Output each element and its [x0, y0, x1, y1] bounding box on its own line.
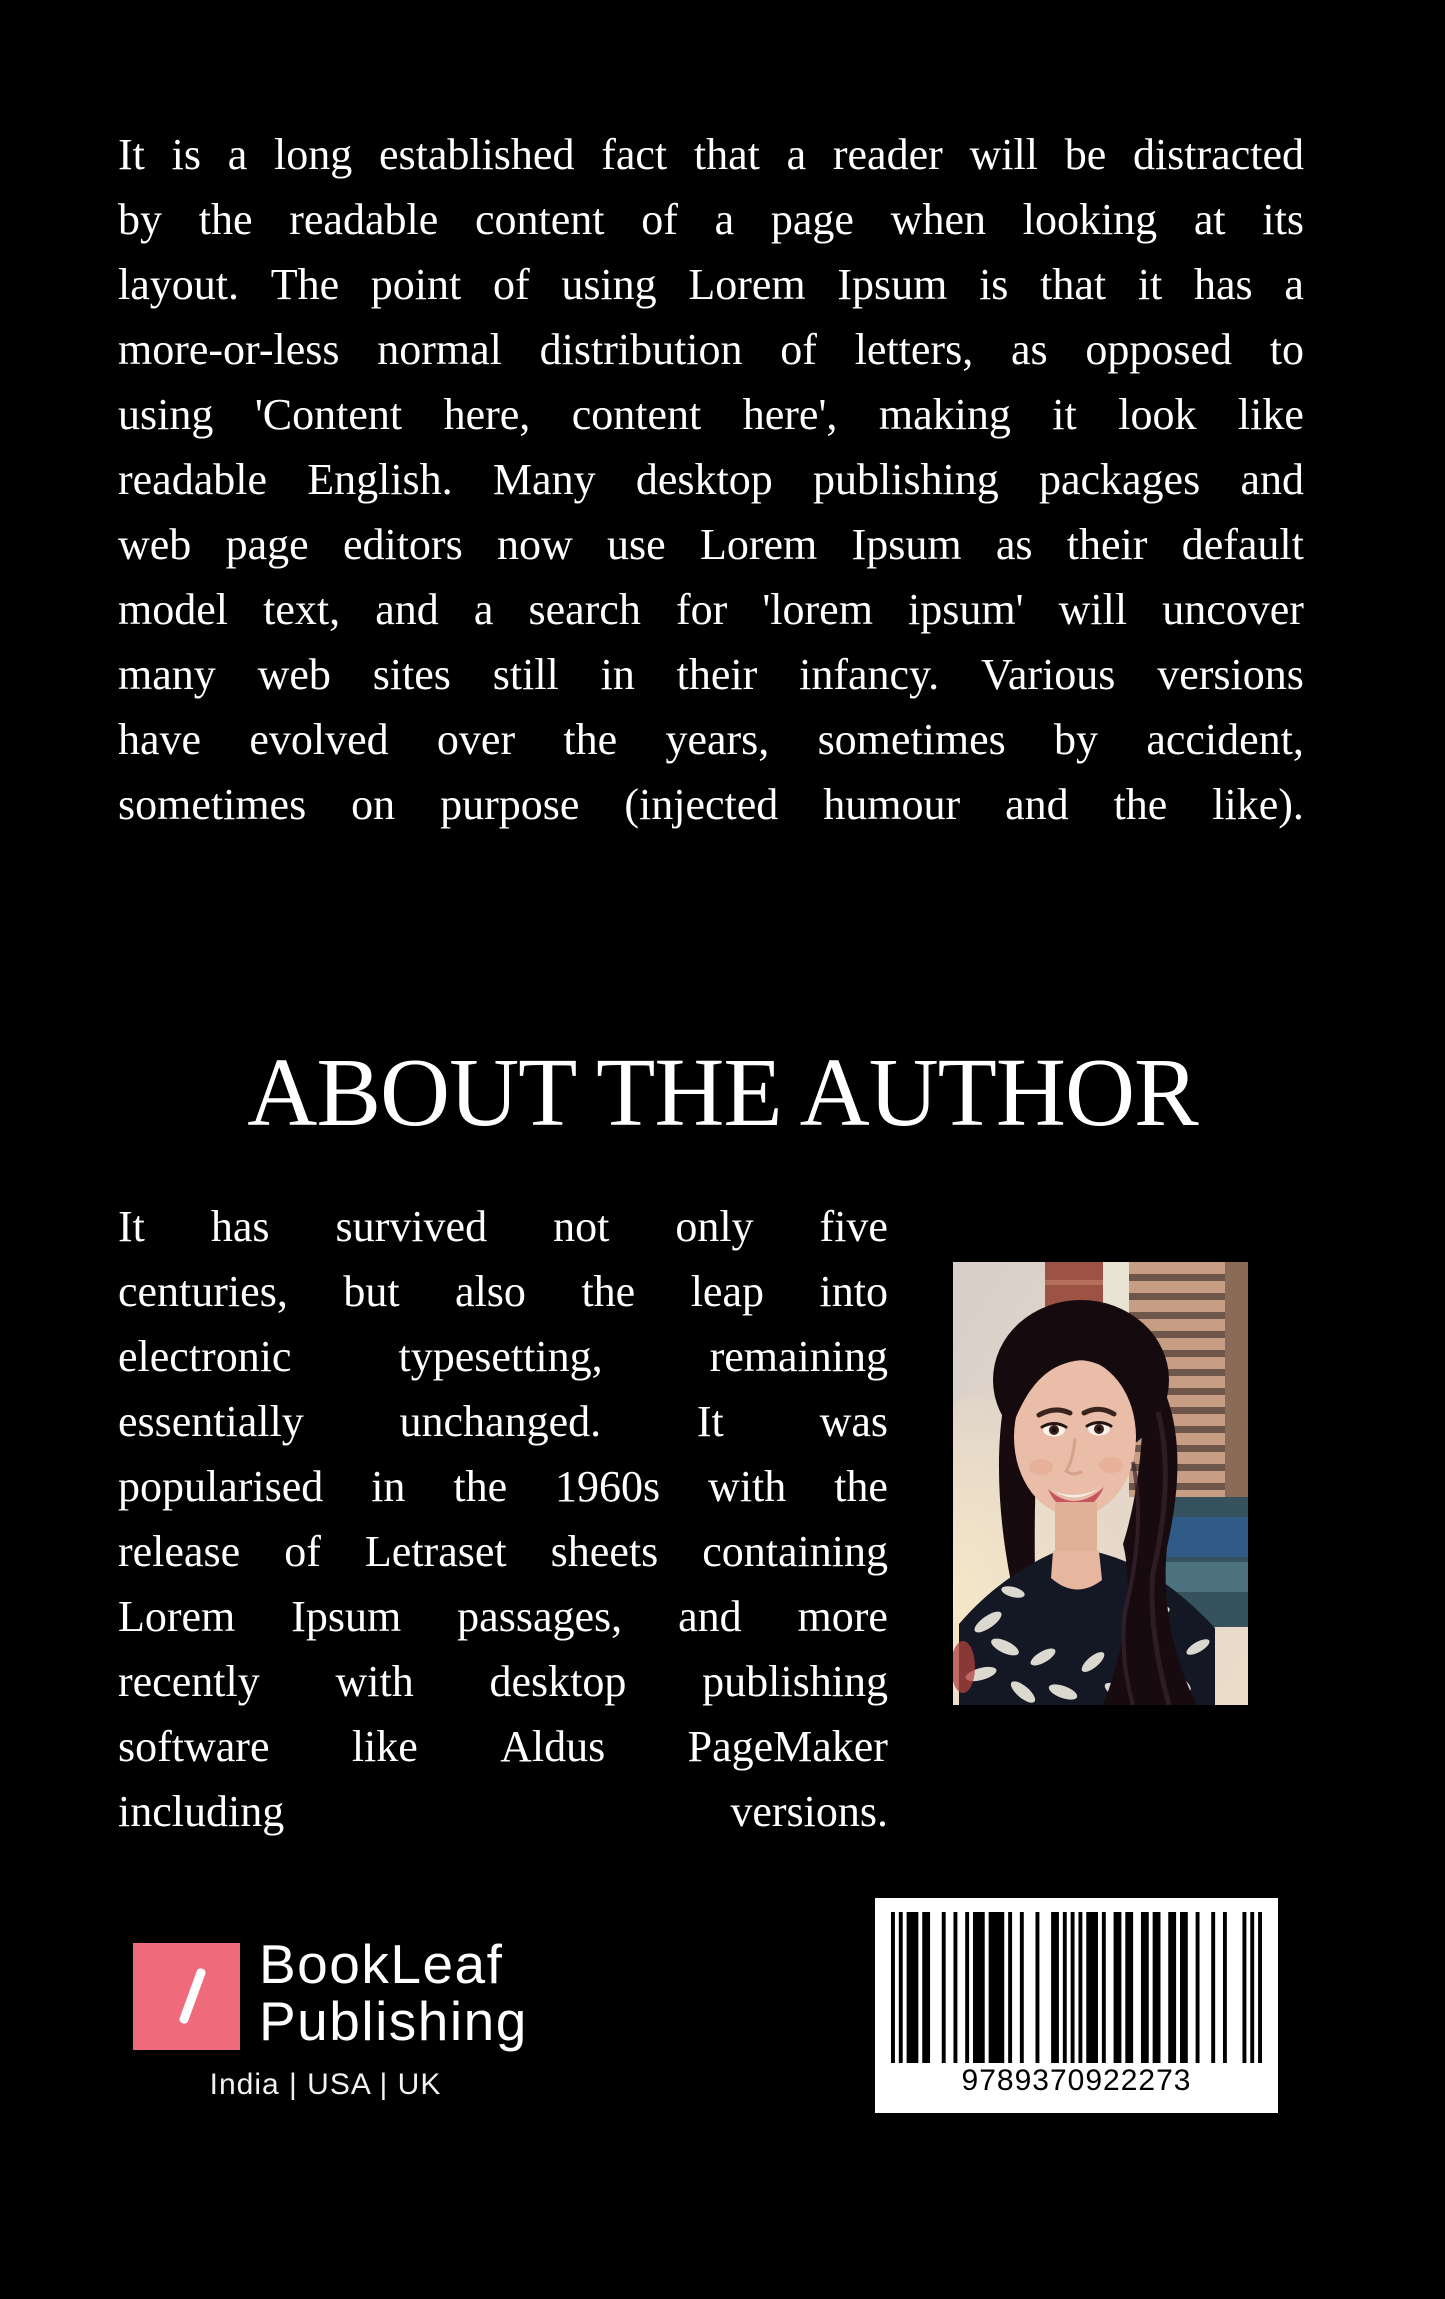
- text-line: software like Aldus PageMaker: [118, 1722, 888, 1771]
- about-the-author-heading: ABOUT THE AUTHOR: [247, 1039, 1198, 1146]
- text-line: It is a long established fact that a reader will be distracted: [118, 130, 1304, 179]
- text-line: release of Letraset sheets containing: [118, 1527, 888, 1576]
- text-line: It has survived not only five: [118, 1202, 888, 1251]
- text-line: centuries, but also the leap into: [118, 1267, 888, 1316]
- text-line: recently with desktop publishing: [118, 1657, 888, 1706]
- intro-paragraph: [118, 122, 1304, 837]
- author-bio-paragraph: [118, 1194, 888, 1844]
- text-line: electronic typesetting, remaining: [118, 1332, 888, 1381]
- text-line: web page editors now use Lorem Ipsum as their default: [118, 520, 1304, 569]
- text-line: sometimes on purpose (injected humour and the like).: [118, 780, 1304, 829]
- text-line: Lorem Ipsum passages, and more: [118, 1592, 888, 1641]
- publisher-logo-mark: [133, 1943, 240, 2050]
- text-line: many web sites still in their infancy. Various versions: [118, 650, 1304, 699]
- text-line: model text, and a search for 'lorem ipsum' will uncover: [118, 585, 1304, 634]
- text-line: popularised in the 1960s with the: [118, 1462, 888, 1511]
- publisher-name: [259, 1933, 528, 2052]
- text-line: layout. The point of using Lorem Ipsum is that it has a: [118, 260, 1304, 309]
- text-line: by the readable content of a page when looking at its: [118, 195, 1304, 244]
- text-line: more-or-less normal distribution of letters, as opposed to: [118, 325, 1304, 374]
- author-photo-graphic: [953, 1262, 1248, 1705]
- text-line: using 'Content here, content here', making it look like: [118, 390, 1304, 439]
- text-line: essentially unchanged. It was: [118, 1397, 888, 1446]
- text-line: readable English. Many desktop publishing packages and: [118, 455, 1304, 504]
- publisher-name-bottom: Publishing: [259, 1990, 528, 2052]
- barcode-number: 9789370922273: [961, 2064, 1192, 2097]
- barcode: [875, 1898, 1278, 2113]
- publisher-name-top: BookLeaf: [259, 1933, 504, 1995]
- text-line: have evolved over the years, sometimes by accident,: [118, 715, 1304, 764]
- publisher-regions: India | USA | UK: [209, 2068, 442, 2101]
- author-photo: [953, 1262, 1248, 1705]
- slash-icon: [178, 1967, 206, 2025]
- barcode-bars: [891, 1912, 1262, 2063]
- text-line: including versions.: [118, 1787, 888, 1836]
